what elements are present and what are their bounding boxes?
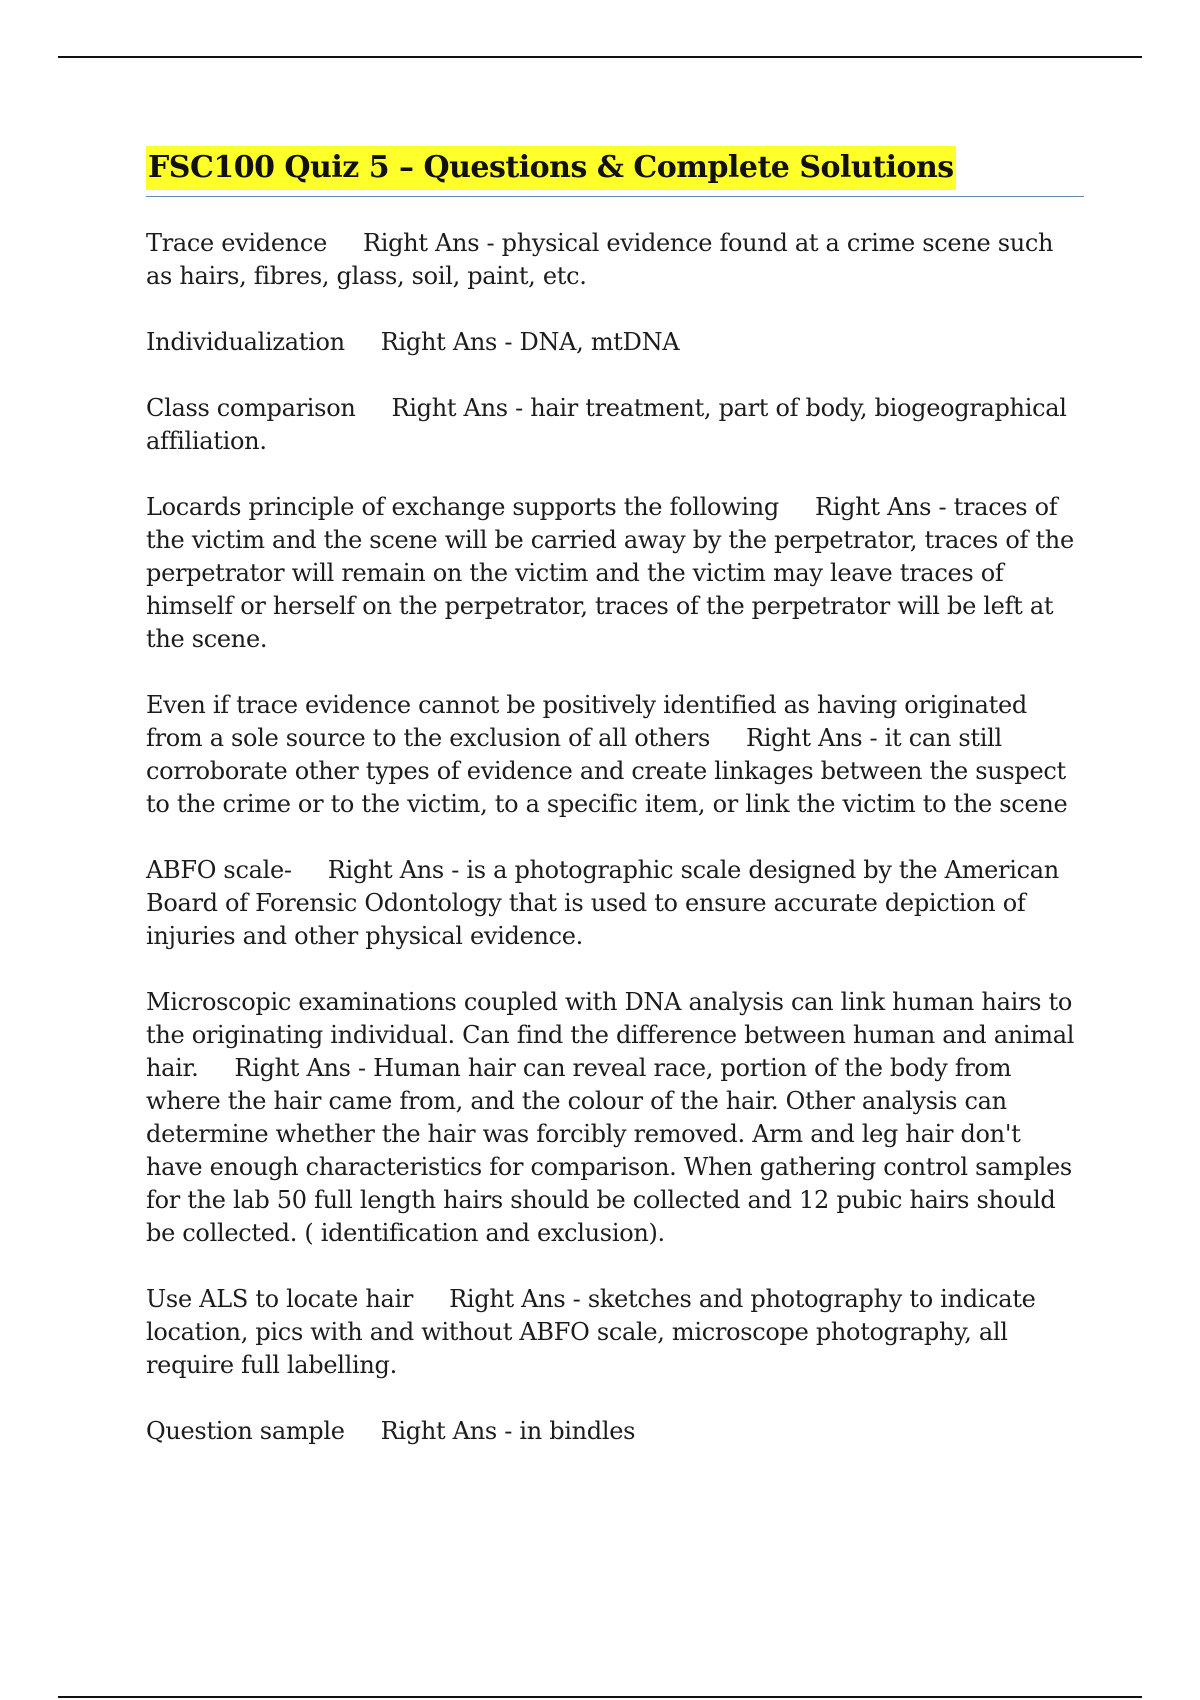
title-block	[146, 146, 1084, 197]
qa-question: Microscopic examinations coupled with DNA analysis can link human hairs to the originating individual. Can find the difference between human and animal hair.	[146, 988, 1075, 1082]
qa-answer: Right Ans - is a photographic scale designed by the American Board of Forensic Odontology that is used to ensure accurate depiction of injuries and other physical evidence.	[146, 856, 1059, 950]
qa-answer: Right Ans - physical evidence found at a crime scene such as hairs, fibres, glass, soil, paint, etc.	[146, 229, 1054, 290]
document-title: FSC100 Quiz 5 – Questions & Complete Solutions	[146, 146, 956, 190]
qa-item	[146, 689, 1084, 821]
qa-answer: Right Ans - Human hair can reveal race, portion of the body from where the hair came from, and the colour of the hair. Other analysis can determine whether the hair was forcibly removed. Arm and leg hair don't have enough characteristics for comparison. When gathering control samples for the lab 50 full length hairs should be collected and 12 pubic hairs should be collected. ( identification and exclusion).	[146, 1054, 1072, 1247]
qa-answer: Right Ans - in bindles	[380, 1417, 636, 1445]
qa-question: Question sample	[146, 1417, 345, 1445]
qa-item	[146, 1283, 1084, 1382]
qa-question: ABFO scale-	[146, 856, 292, 884]
qa-item	[146, 854, 1084, 953]
qa-answer: Right Ans - it can still corroborate other types of evidence and create linkages between the suspect to the crime or to the victim, to a specific item, or link the victim to the scene	[146, 724, 1068, 818]
qa-item	[146, 1415, 1084, 1448]
qa-item	[146, 986, 1084, 1250]
qa-list	[146, 227, 1084, 1448]
document-body	[146, 146, 1084, 1481]
qa-question: Trace evidence	[146, 229, 327, 257]
qa-item	[146, 227, 1084, 293]
qa-question: Even if trace evidence cannot be positively identified as having originated from a sole source to the exclusion of all others	[146, 691, 1027, 752]
qa-item	[146, 392, 1084, 458]
qa-question: Individualization	[146, 328, 345, 356]
qa-answer: Right Ans - hair treatment, part of body, biogeographical affiliation.	[146, 394, 1067, 455]
qa-item	[146, 326, 1084, 359]
qa-question: Class comparison	[146, 394, 356, 422]
footer-rule	[58, 1696, 1142, 1698]
qa-question: Use ALS to locate hair	[146, 1285, 414, 1313]
qa-question: Locards principle of exchange supports the following	[146, 493, 779, 521]
qa-answer: Right Ans - sketches and photography to indicate location, pics with and without ABFO scale, microscope photography, all require full labelling.	[146, 1285, 1036, 1379]
qa-item	[146, 491, 1084, 656]
qa-answer: Right Ans - DNA, mtDNA	[380, 328, 680, 356]
qa-answer: Right Ans - traces of the victim and the scene will be carried away by the perpetrator, traces of the perpetrator will remain on the victim and the victim may leave traces of himself or herself on the perpetrator, traces of the perpetrator will be left at the scene.	[146, 493, 1074, 653]
header-rule	[58, 56, 1142, 58]
